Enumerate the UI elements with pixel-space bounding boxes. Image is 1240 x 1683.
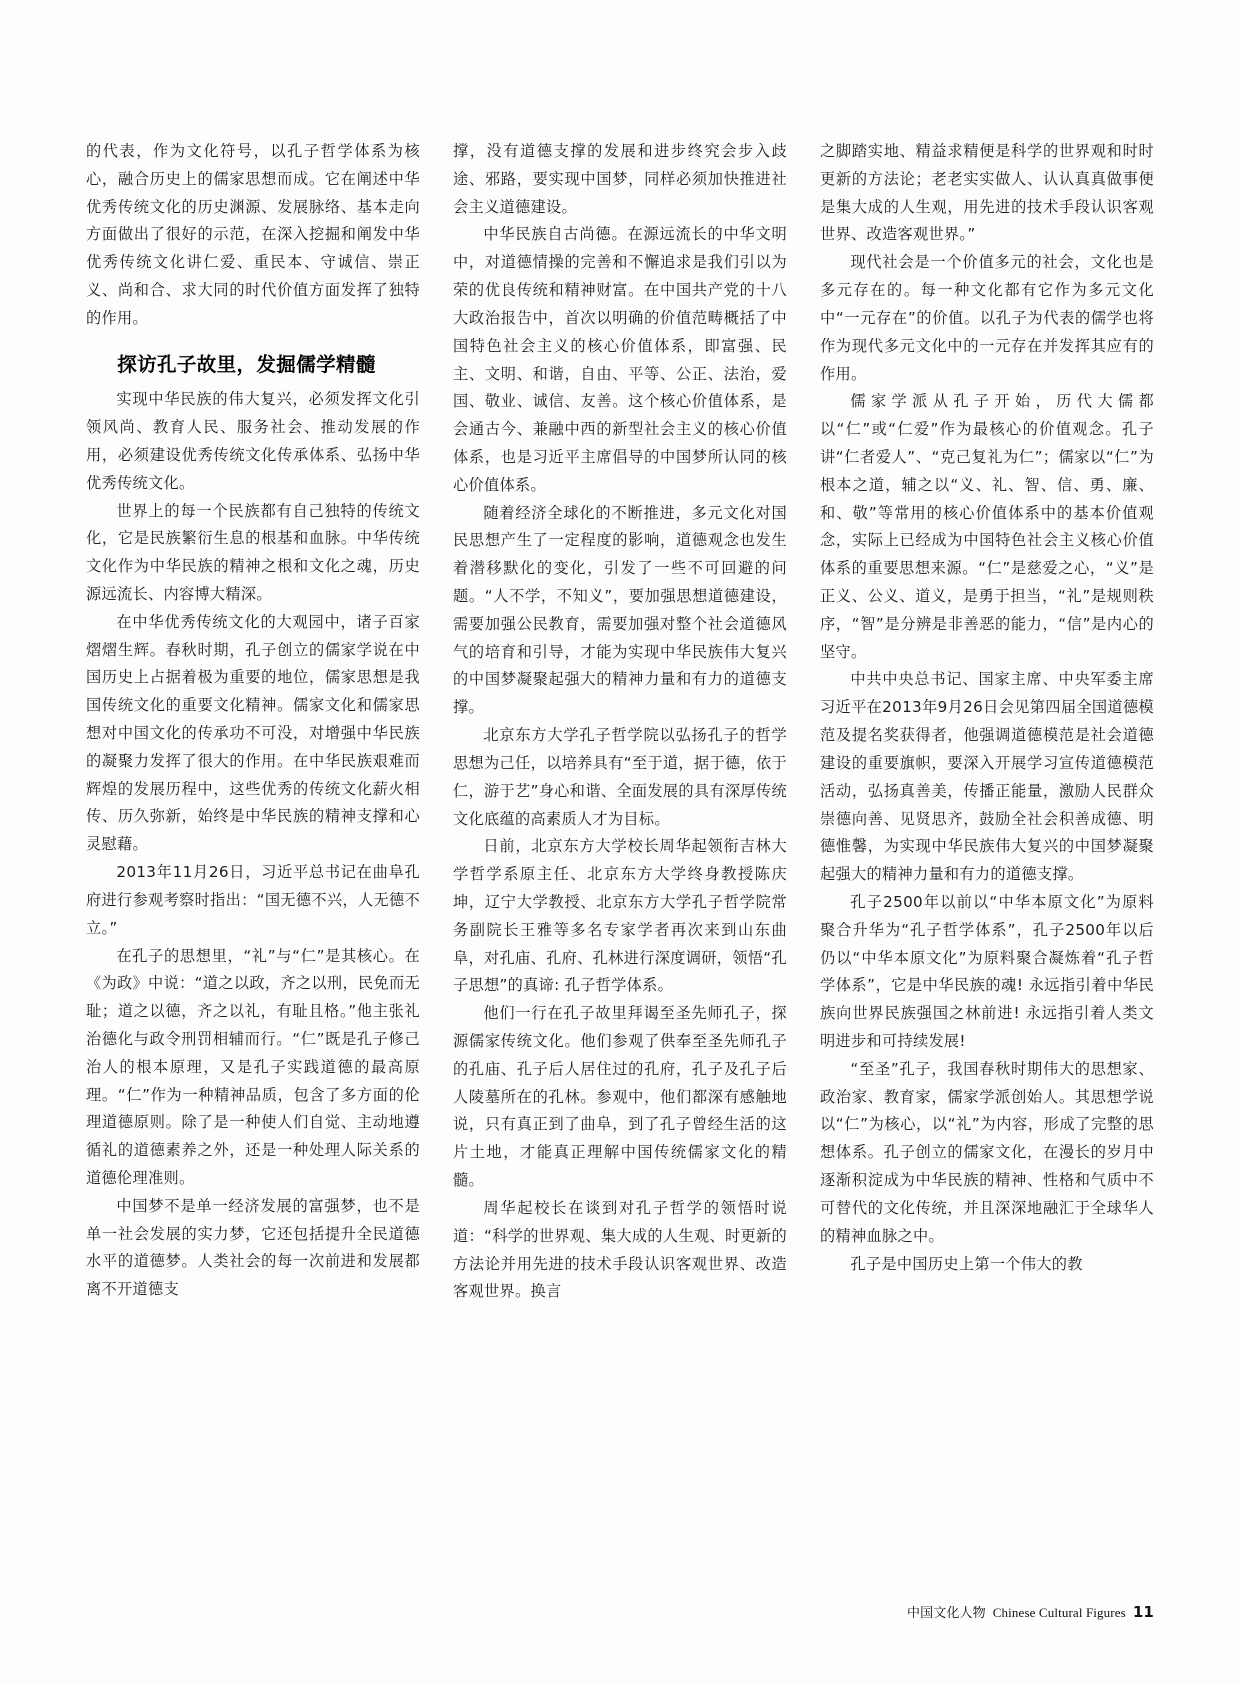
paragraph: 中国梦不是单一经济发展的富强梦，也不是单一社会发展的实力梦，它还包括提升全民道德水平的道德梦。人类社会的每一次前进和发展都离不开道德支: [86, 1196, 420, 1299]
article-columns: [86, 138, 1156, 1448]
paragraph: 北京东方大学孔子哲学院以弘扬孔子的哲学思想为己任，以培养具有“至于道，据于德，依于仁，游于艺”身心和谐、全面发展的具有深厚传统文化底蕴的高素质人才为目标。: [453, 726, 787, 828]
paragraph: 在中华优秀传统文化的大观园中，诸子百家熠熠生辉。春秋时期，孔子创立的儒家学说在中国历史上占据着极为重要的地位，儒家思想是我国传统文化的重要文化精神。儒家文化和儒家思想对中国文化的传承功不可没，对增强中华民族的凝聚力发挥了很大的作用。在中华民族艰难而辉煌的发展历程中，这些优秀的传统文化薪火相传、历久弥新，始终是中华民族的精神支撑和心灵慰藉。: [86, 612, 420, 854]
column-1: [86, 138, 420, 1448]
paragraph: 撑，没有道德支撑的发展和进步终究会步入歧途、邪路，要实现中国梦，同样必须加快推进社会主义道德建设。: [453, 142, 787, 216]
paragraph: 孔子2500年以前以“中华本原文化”为原料聚合升华为“孔子哲学体系”，孔子2500年以后仍以“中华本原文化”为原料聚合凝炼着“孔子哲学体系”，它是中华民族的魂! 永远指引着中华民族向世界民族强国之林前进! 永远指引着人类文明进步和可持续发展!: [820, 892, 1154, 1050]
column-3: [820, 138, 1154, 1448]
footer-label-en: Chinese Cultural Figures: [992, 1605, 1126, 1620]
paragraph: 中华民族自古尚德。在源远流长的中华文明中，对道德情操的完善和不懈追求是我们引以为荣的优良传统和精神财富。在中国共产党的十八大政治报告中，首次以明确的价值范畴概括了中国特色社会主义的核心价值体系，即富强、民主、文明、和谐，自由、平等、公正、法治，爱国、敬业、诚信、友善。这个核心价值体系，是会通古今、兼融中西的新型社会主义的核心价值体系，也是习近平主席倡导的中国梦所认同的核心价值体系。: [453, 225, 787, 494]
paragraph: 中共中央总书记、国家主席、中央军委主席习近平在2013年9月26日会见第四届全国道德模范及提名奖获得者，他强调道德模范是社会道德建设的重要旗帜，要深入开展学习宣传道德模范活动，弘扬真善美，传播正能量，激励人民群众崇德向善、见贤思齐，鼓励全社会积善成德、明德惟馨，为实现中华民族伟大复兴的中国梦凝聚起强大的精神力量和有力的道德支撑。: [820, 670, 1154, 884]
paragraph: 的代表，作为文化符号，以孔子哲学体系为核心，融合历史上的儒家思想而成。它在阐述中华优秀传统文化的历史渊源、发展脉络、基本走向方面做出了很好的示范，在深入挖掘和阐发中华优秀传统文化讲仁爱、重民本、守诚信、崇正义、尚和合、求大同的时代价值方面发挥了独特的作用。: [86, 142, 420, 327]
paragraph: 实现中华民族的伟大复兴，必须发挥文化引领风尚、教育人民、服务社会、推动发展的作用，必须建设优秀传统文化传承体系、弘扬中华优秀传统文化。: [86, 390, 420, 492]
paragraph: 他们一行在孔子故里拜谒至圣先师孔子，探源儒家传统文化。他们参观了供奉至圣先师孔子的孔庙、孔子后人居住过的孔府，孔子及孔子后人陵墓所在的孔林。参观中，他们都深有感触地说，只有真正到了曲阜，到了孔子曾经生活的这片土地，才能真正理解中国传统儒家文化的精髓。: [453, 1004, 787, 1190]
paragraph: 孔子是中国历史上第一个伟大的教: [850, 1254, 1083, 1273]
paragraph: 世界上的每一个民族都有自己独特的传统文化，它是民族繁衍生息的根基和血脉。中华传统文化作为中华民族的精神之根和文化之魂，历史源远流长、内容博大精深。: [86, 501, 420, 603]
paragraph: 随着经济全球化的不断推进，多元文化对国民思想产生了一定程度的影响，道德观念也发生着潜移默化的变化，引发了一些不可回避的问题。“人不学，不知义”，要加强思想道德建设，需要加强公民教育，需要加强对整个社会道德风气的培育和引导，才能为实现中华民族伟大复兴的中国梦凝聚起强大的精神力量和有力的道德支撑。: [453, 503, 787, 717]
paragraph: 现代社会是一个价值多元的社会，文化也是多元存在的。每一种文化都有它作为多元文化中“一元存在”的价值。以孔子为代表的儒学也将作为现代多元文化中的一元存在并发挥其应有的作用。: [820, 253, 1154, 383]
paragraph: 周华起校长在谈到对孔子哲学的领悟时说道：“科学的世界观、集大成的人生观、时更新的方法论并用先进的技术手段认识客观世界、改造客观世界。换言: [453, 1198, 787, 1301]
paragraph: 在孔子的思想里，“礼”与“仁”是其核心。在《为政》中说：“道之以政，齐之以刑，民免而无耻；道之以德，齐之以礼，有耻且格。”他主张礼治德化与政令刑罚相辅而行。“仁”既是孔子修己治人的根本原理，又是孔子实践道德的最高原理。“仁”作为一种精神品质，包含了多方面的伦理道德原则。除了是一种使人们自觉、主动地遵循礼的道德素养之外，还是一种处理人际关系的道德伦理准则。: [86, 946, 420, 1188]
page-footer: [907, 1602, 1154, 1621]
paragraph: “至圣”孔子，我国春秋时期伟大的思想家、政治家、教育家，儒家学派创始人。其思想学说以“仁”为核心，以“礼”为内容，形成了完整的思想体系。孔子创立的儒家文化，在漫长的岁月中逐渐积淀成为中华民族的精神、性格和气质中不可替代的文化传统，并且深深地融汇于全球华人的精神血脉之中。: [820, 1059, 1154, 1245]
paragraph: 日前，北京东方大学校长周华起领衔吉林大学哲学系原主任、北京东方大学终身教授陈庆坤，辽宁大学教授、北京东方大学孔子哲学院常务副院长王雅等多名专家学者再次来到山东曲阜，对孔庙、孔府、孔林进行深度调研，领悟“孔子思想”的真谛: 孔子哲学体系。: [453, 837, 787, 995]
column-2: [453, 138, 787, 1448]
paragraph: 2013年11月26日，习近平总书记在曲阜孔府进行参观考察时指出：“国无德不兴，人无德不立。”: [86, 863, 420, 937]
page-number: 11: [1132, 1603, 1154, 1621]
footer-label-cn: 中国文化人物: [906, 1606, 986, 1621]
section-heading: 探访孔子故里，发掘儒学精髓: [117, 352, 376, 376]
paragraph: 儒家学派从孔子开始，历代大儒都以“仁”或“仁爱”作为最核心的价值观念。孔子讲“仁者爱人”、“克己复礼为仁”；儒家以“仁”为根本之道，辅之以“义、礼、智、信、勇、廉、和、敬”等常用的核心价值体系中的基本价值观念，实际上已经成为中国特色社会主义核心价值体系的重要思想来源。“仁”是慈爱之心，“义”是正义、公义、道义，是勇于担当，“礼”是规则秩序，“智”是分辨是非善恶的能力，“信”是内心的坚守。: [820, 392, 1154, 661]
paragraph: 之脚踏实地、精益求精便是科学的世界观和时时更新的方法论；老老实实做人、认认真真做事便是集大成的人生观，用先进的技术手段认识客观世界、改造客观世界。”: [820, 142, 1154, 244]
